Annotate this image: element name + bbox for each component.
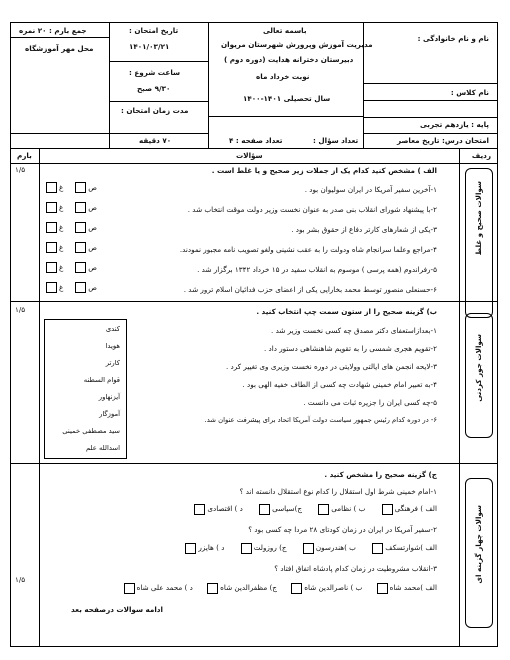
duration: ۷۰ دقیقه xyxy=(139,136,172,145)
true-label: ص xyxy=(88,263,97,272)
mc-checkbox-c[interactable] xyxy=(207,583,218,594)
exam-date: ۱۴۰۱/۰۳/۲۱ xyxy=(129,42,170,51)
match-question-6: ۶- در دوره کدام رئیس جمهور سیاست دولت آمریکا اتحاد برای پیشرفت عنوان شد. xyxy=(204,416,437,424)
academic-year: سال تحصیلی ۱۴۰۱-۱۴۰۰ xyxy=(243,94,331,103)
false-checkbox[interactable] xyxy=(46,282,57,293)
tf-question-6: ۶-حسنعلی منصور توسط محمد بخارایی یکی از اعضای حزب فدائیان اسلام ترور شد . xyxy=(183,285,437,294)
match-option: سید مصطفی خمینی xyxy=(62,427,120,435)
mc-question-3: ۳-انقلاب مشروطیت در زمان کدام پادشاه اتفاق افتاد ؟ xyxy=(274,564,437,573)
section-b-tab xyxy=(465,313,493,438)
false-label: غ xyxy=(59,183,64,192)
false-checkbox[interactable] xyxy=(46,242,57,253)
false-label: غ xyxy=(59,243,64,252)
match-option: هویدا xyxy=(105,342,120,350)
tf-question-3: ۳-یکی از شعارهای کارتر دفاع از حقوق بشر بود . xyxy=(291,225,437,234)
matching-options-box xyxy=(44,319,127,459)
section-c-tab xyxy=(465,478,493,628)
mc-checkbox-a[interactable] xyxy=(377,583,388,594)
tf-choices-2 xyxy=(44,202,97,213)
match-option: آیزنهاور xyxy=(98,393,120,401)
section-b-title: سوالات جور کردنی xyxy=(474,334,483,402)
false-checkbox[interactable] xyxy=(46,202,57,213)
section-a-title: سوالات صحیح و غلط xyxy=(474,181,483,256)
match-option: قوام السطنه xyxy=(83,376,120,384)
mc-option-a: الف ) فرهنگی xyxy=(394,504,437,514)
mc-option-c: ج)سیاسی xyxy=(272,504,302,514)
exam-session: نوبت خرداد ماه xyxy=(256,72,310,81)
match-question-3: ۳-لایحه انجمن های ایالتی وولایتی در دوره نخست وزیری وی تغییر کرد . xyxy=(225,362,437,371)
section-c-intro: ج) گزینه صحیح را مشخص کنید . xyxy=(324,470,437,479)
mc-checkbox-a[interactable] xyxy=(382,504,393,515)
match-option: اسدالله علم xyxy=(86,444,120,452)
mc-options-3 xyxy=(122,583,437,594)
mc-checkbox-d[interactable] xyxy=(185,543,196,554)
match-question-5: ۵-چه کسی ایران را جزیره ثبات می دانست . xyxy=(303,398,437,407)
mc-options-2 xyxy=(183,543,437,554)
section-a-score: ۱/۵ xyxy=(15,165,26,174)
match-question-2: ۲-تقویم هجری شمسی را به تقویم شاهنشاهی دستور داد . xyxy=(263,344,437,353)
exam-sheet xyxy=(10,22,498,647)
tf-choices-5 xyxy=(44,262,97,273)
false-label: غ xyxy=(59,223,64,232)
tf-question-2: ۲-با پیشنهاد شورای انقلاب بنی صدر به عنوان نخست وزیر دولت موقت انتخاب شد . xyxy=(187,205,437,214)
mc-checkbox-d[interactable] xyxy=(124,583,135,594)
section-b-score: ۱/۵ xyxy=(15,305,26,314)
mc-option-d: د ) هایزر xyxy=(198,543,225,553)
start-time-label: ساعت شروع : xyxy=(129,68,181,77)
true-label: ص xyxy=(88,183,97,192)
section-b-intro: ب) گزینه صحیح را از ستون سمت چپ انتخاب کنید . xyxy=(256,307,437,316)
tf-choices-1 xyxy=(44,182,97,193)
total-score: جمع بارم : ۲۰ نمره xyxy=(19,26,87,35)
true-checkbox[interactable] xyxy=(75,262,86,273)
match-option: آموزگار xyxy=(99,410,120,418)
true-label: ص xyxy=(88,223,97,232)
match-option: کارتر xyxy=(105,359,120,367)
true-label: ص xyxy=(88,203,97,212)
section-a-intro: الف ) مشخص کنید کدام یک از جملات زیر صحیح و یا غلط است . xyxy=(211,166,437,175)
org-line: مدیریت آموزش وپرورش شهرستان مریوان xyxy=(221,40,373,49)
tf-question-5: ۵-رفراندوم (همه پرسی ) موسوم به انقلاب سفید در ۱۵ خرداد ۱۳۴۲ برگزار شد . xyxy=(197,265,437,274)
match-question-4: ۴-به تعبیر امام خمینی شهادت چه کسی از الطاف خفیه الهی بود . xyxy=(242,380,437,389)
tf-choices-4 xyxy=(44,242,97,253)
true-label: ص xyxy=(88,283,97,292)
true-checkbox[interactable] xyxy=(75,202,86,213)
mc-option-a: الف )شوارتسکف xyxy=(385,543,437,553)
true-checkbox[interactable] xyxy=(75,242,86,253)
mc-checkbox-c[interactable] xyxy=(259,504,270,515)
mc-question-2: ۲-سفیر آمریکا در ایران در زمان کودتای ۲۸ مردا چه کسی بود ؟ xyxy=(248,525,437,534)
subject-label: امتحان درس: تاریخ معاصر xyxy=(396,136,489,145)
mc-checkbox-b[interactable] xyxy=(318,504,329,515)
tf-question-4: ۴-مراجع وعلما سرانجام شاه ودولت را به عقب نشینی ولغو تصویب نامه مجبور نمودند. xyxy=(179,245,437,254)
true-checkbox[interactable] xyxy=(75,282,86,293)
student-name-label: نام و نام خانوادگی : xyxy=(417,34,489,43)
grade-label: پایه : یازدهم تجربی xyxy=(419,120,489,129)
section-c-title: سوالات چهار گزینه ای xyxy=(474,505,483,584)
mc-option-c: ج) مظفرالدین شاه xyxy=(220,583,277,593)
score-column-header: بارم xyxy=(17,151,32,160)
mc-option-a: الف )محمد شاه xyxy=(389,583,437,593)
row-column-header: ردیف xyxy=(471,151,491,160)
page-count: تعداد صفحه : ۴ xyxy=(229,136,283,145)
school-seal-label: محل مهر آموزشگاه xyxy=(25,44,94,53)
false-checkbox[interactable] xyxy=(46,182,57,193)
section-c-score: ۱/۵ xyxy=(15,575,26,584)
basmala: باسمه تعالی xyxy=(263,26,307,35)
mc-checkbox-a[interactable] xyxy=(372,543,383,554)
false-label: غ xyxy=(59,283,64,292)
mc-checkbox-c[interactable] xyxy=(241,543,252,554)
tf-choices-6 xyxy=(44,282,97,293)
continue-note: ادامه سوالات درصفحه بعد xyxy=(71,605,163,614)
mc-option-c: ج) روزولت xyxy=(253,543,287,553)
mc-checkbox-b[interactable] xyxy=(303,543,314,554)
mc-checkbox-d[interactable] xyxy=(194,504,205,515)
match-option: کندی xyxy=(105,325,120,333)
mc-option-d: د ) محمد علی شاه xyxy=(136,583,193,593)
true-label: ص xyxy=(88,243,97,252)
mc-option-d: د ) اقتصادی xyxy=(207,504,243,514)
section-a-tab xyxy=(465,168,493,318)
mc-checkbox-b[interactable] xyxy=(291,583,302,594)
false-checkbox[interactable] xyxy=(46,222,57,233)
class-label: نام کلاس : xyxy=(450,88,489,97)
false-label: غ xyxy=(59,263,64,272)
question-count: تعداد سؤال : xyxy=(313,136,359,145)
duration-label: مدت زمان امتحان : xyxy=(121,106,189,115)
match-question-1: ۱-بعدازاستعفای دکتر مصدق چه کسی نخست وزیر شد . xyxy=(271,326,437,335)
mc-option-b: ب ) ناصرالدین شاه xyxy=(304,583,363,593)
tf-choices-3 xyxy=(44,222,97,233)
start-time: ۹/۳۰ صبح xyxy=(137,84,171,93)
true-checkbox[interactable] xyxy=(75,182,86,193)
school-line: دبیرستان دخترانه هدایت (دوره دوم ) xyxy=(224,55,354,64)
mc-options-1 xyxy=(192,504,437,515)
tf-question-1: ۱-آخرین سفیر آمریکا در ایران سولیوان بود . xyxy=(304,185,437,194)
false-label: غ xyxy=(59,203,64,212)
false-checkbox[interactable] xyxy=(46,262,57,273)
questions-column-header: سؤالات xyxy=(236,151,263,160)
mc-option-b: ب )هندرسون xyxy=(315,543,356,553)
exam-date-label: تاریخ امتحان : xyxy=(129,26,179,35)
true-checkbox[interactable] xyxy=(75,222,86,233)
mc-option-b: ب ) نظامی xyxy=(331,504,366,514)
mc-question-1: ۱-امام خمینی شرط اول استقلال را کدام نوع استقلال دانسته اند ؟ xyxy=(239,487,437,496)
